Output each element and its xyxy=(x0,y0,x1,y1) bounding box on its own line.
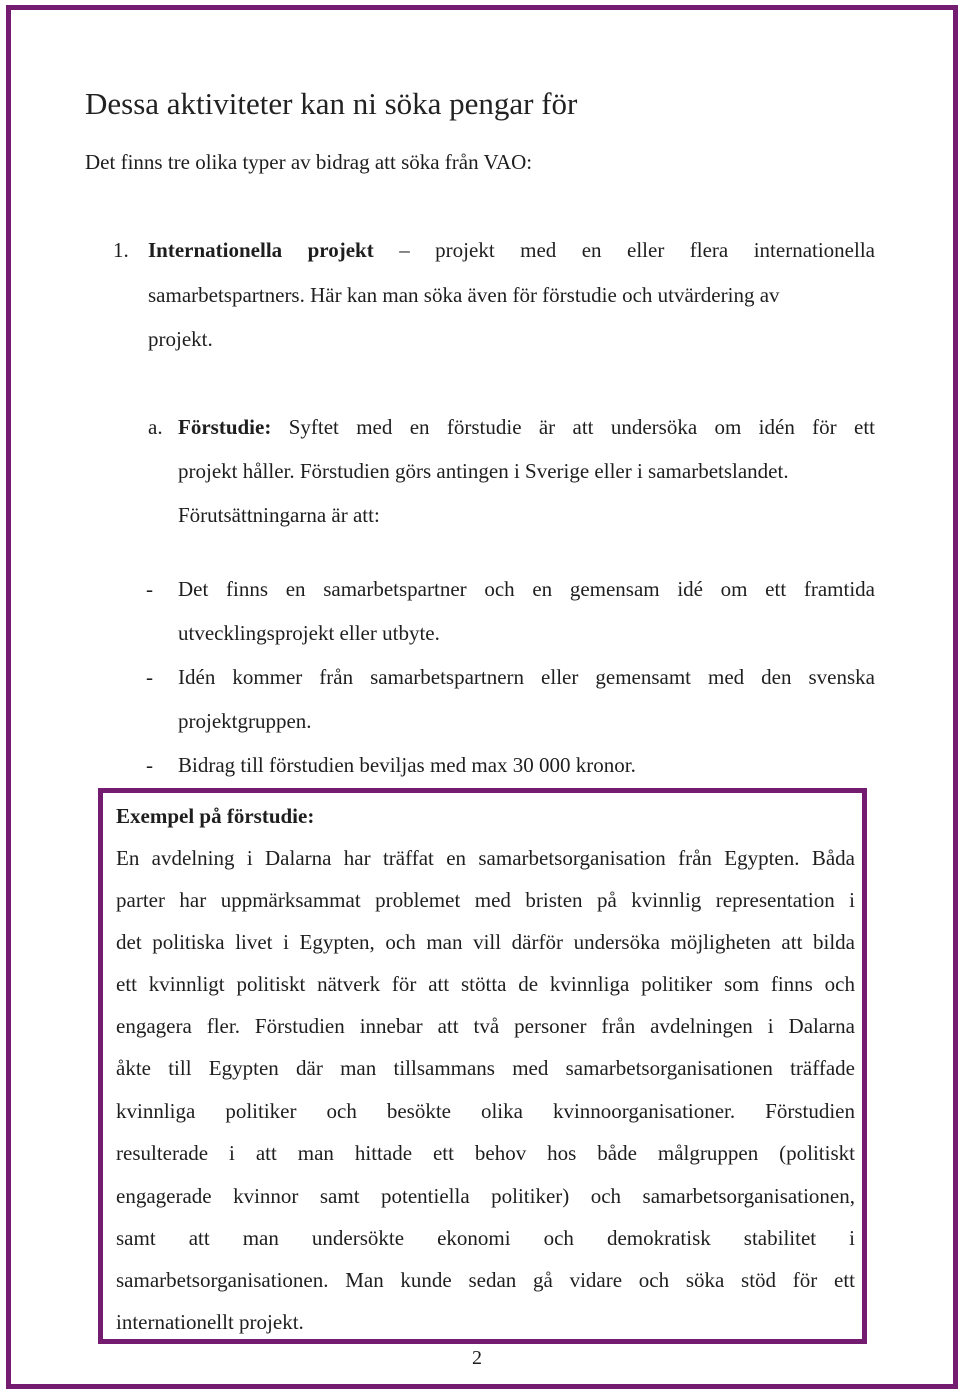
item1-line2: samarbetspartners. Här kan man söka även för förstudie och utvärdering av xyxy=(148,283,780,307)
item1-title: Internationella projekt xyxy=(148,238,374,262)
example-line: åkte till Egypten där man tillsammans med samarbetsorganisationen träffade xyxy=(116,1056,855,1080)
example-line: samt att man undersökte ekonomi och demokratisk stabilitet i xyxy=(116,1226,855,1250)
item1-line1-rest: – projekt med en eller flera internationella xyxy=(399,238,875,262)
bullet1-line1: Det finns en samarbetspartner och en gemensam idé om ett framtida xyxy=(178,577,875,601)
sub-a-title: Förstudie: xyxy=(178,415,272,439)
example-line: kvinnliga politiker och besökte olika kvinnoorganisationer. Förstudien xyxy=(116,1099,855,1123)
example-line: det politiska livet i Egypten, och man vill därför undersöka möjligheten att bilda xyxy=(116,930,855,954)
example-line: internationellt projekt. xyxy=(116,1310,304,1334)
example-line: samarbetsorganisationen. Man kunde sedan gå vidare och söka stöd för ett xyxy=(116,1268,855,1292)
example-line: parter har uppmärksammat problemet med bristen på kvinnlig representation i xyxy=(116,888,855,912)
bullet3-line1: Bidrag till förstudien beviljas med max 30 000 kronor. xyxy=(178,753,636,777)
sub-a-line1-rest: Syftet med en förstudie är att undersöka om idén för ett xyxy=(288,415,876,439)
bullet2-line2: projektgruppen. xyxy=(178,709,312,733)
example-line: resulterade i att man hittade ett behov hos både målgruppen (politiskt xyxy=(116,1141,855,1165)
bullet1-line2: utvecklingsprojekt eller utbyte. xyxy=(178,621,440,645)
sub-a-line2: projekt håller. Förstudien görs antingen i Sverige eller i samarbetslandet. xyxy=(178,459,789,483)
example-line: engagera fler. Förstudien innebar att två personer från avdelningen i Dalarna xyxy=(116,1014,855,1038)
bullet2-line1: Idén kommer från samarbetspartnern eller gemensamt med den svenska xyxy=(178,665,875,689)
bullet-dash: - xyxy=(146,753,153,777)
item1-line1 xyxy=(148,238,875,263)
sub-a-line1 xyxy=(178,415,875,440)
example-title xyxy=(116,804,855,829)
sub-a-letter: a. xyxy=(148,415,163,439)
page-heading: Dessa aktiviteter kan ni söka pengar för xyxy=(85,86,578,121)
example-line: ett kvinnligt politiskt nätverk för att stötta de kvinnliga politiker som finns och xyxy=(116,972,855,996)
bullet-dash: - xyxy=(146,577,153,601)
example-title-text: Exempel på förstudie: xyxy=(116,804,315,828)
sub-a-line3: Förutsättningarna är att: xyxy=(178,503,380,527)
intro-text: Det finns tre olika typer av bidrag att söka från VAO: xyxy=(85,150,533,174)
page-number: 2 xyxy=(472,1347,482,1369)
item1-number: 1. xyxy=(113,238,129,262)
item1-line3: projekt. xyxy=(148,327,213,351)
example-line: engagerade kvinnor samt potentiella politiker) och samarbetsorganisationen, xyxy=(116,1184,855,1208)
example-line: En avdelning i Dalarna har träffat en samarbetsorganisation från Egypten. Båda xyxy=(116,846,855,870)
bullet-dash: - xyxy=(146,665,153,689)
